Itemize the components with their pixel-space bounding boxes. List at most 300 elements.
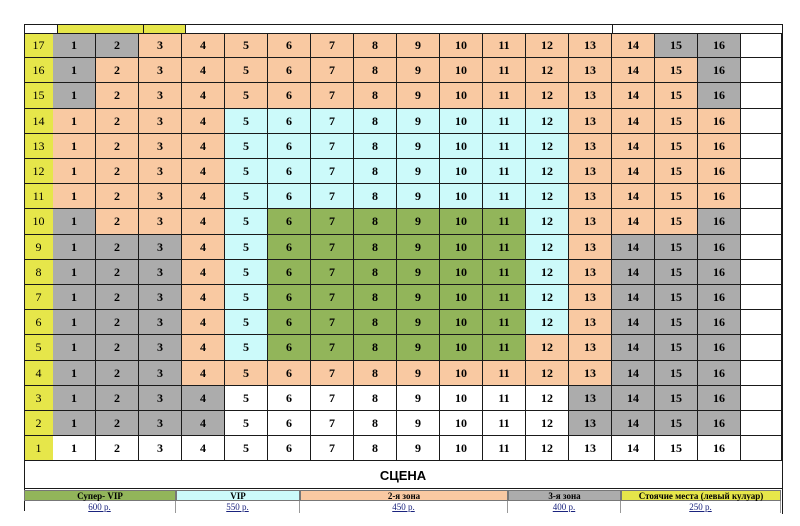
- seat[interactable]: 1: [53, 58, 96, 83]
- seat[interactable]: 2: [96, 109, 139, 134]
- seat[interactable]: 4: [182, 109, 225, 134]
- seat[interactable]: 14: [612, 361, 655, 386]
- seat[interactable]: 15: [655, 184, 698, 209]
- seat[interactable]: 5: [225, 134, 268, 159]
- seat[interactable]: 3: [139, 83, 182, 109]
- seat[interactable]: 12: [526, 310, 569, 335]
- seat[interactable]: 3: [139, 184, 182, 209]
- seat[interactable]: 6: [268, 209, 311, 235]
- seat[interactable]: 1: [53, 235, 96, 260]
- seat[interactable]: 3: [139, 109, 182, 134]
- empty-cell: [741, 58, 782, 83]
- seat[interactable]: 6: [268, 33, 311, 58]
- empty-cell: [741, 386, 782, 411]
- seat[interactable]: 16: [698, 335, 741, 361]
- seat[interactable]: 10: [440, 285, 483, 310]
- grid-line: [24, 24, 782, 25]
- seat[interactable]: 4: [182, 33, 225, 58]
- seat[interactable]: 9: [397, 209, 440, 235]
- seat[interactable]: 16: [698, 58, 741, 83]
- seat[interactable]: 7: [311, 335, 354, 361]
- empty-cell: [741, 285, 782, 310]
- seat[interactable]: 13: [569, 335, 612, 361]
- seat[interactable]: 15: [655, 134, 698, 159]
- seat[interactable]: 6: [268, 184, 311, 209]
- seat[interactable]: 14: [612, 159, 655, 184]
- seat[interactable]: 16: [698, 386, 741, 411]
- seat[interactable]: 16: [698, 83, 741, 109]
- seat[interactable]: 11: [483, 386, 526, 411]
- seat[interactable]: 5: [225, 33, 268, 58]
- seat[interactable]: 4: [182, 184, 225, 209]
- seat[interactable]: 14: [612, 109, 655, 134]
- seat[interactable]: 2: [96, 33, 139, 58]
- seat[interactable]: 9: [397, 335, 440, 361]
- seat[interactable]: 8: [354, 159, 397, 184]
- seat[interactable]: 5: [225, 285, 268, 310]
- seat[interactable]: 14: [612, 184, 655, 209]
- seat[interactable]: 5: [225, 209, 268, 235]
- seat[interactable]: 15: [655, 260, 698, 285]
- seat[interactable]: 6: [268, 260, 311, 285]
- seat[interactable]: 3: [139, 335, 182, 361]
- seat[interactable]: 4: [182, 285, 225, 310]
- seat[interactable]: 7: [311, 235, 354, 260]
- seat[interactable]: 14: [612, 58, 655, 83]
- seat[interactable]: 16: [698, 411, 741, 436]
- seat[interactable]: 13: [569, 436, 612, 461]
- seat[interactable]: 2: [96, 83, 139, 109]
- seat[interactable]: 4: [182, 310, 225, 335]
- seat[interactable]: 6: [268, 335, 311, 361]
- seat[interactable]: 9: [397, 361, 440, 386]
- row-label: 16: [24, 58, 53, 83]
- seat[interactable]: 3: [139, 209, 182, 235]
- seat[interactable]: 8: [354, 33, 397, 58]
- legend-zone-2: [300, 490, 508, 501]
- seat[interactable]: 15: [655, 209, 698, 235]
- seat[interactable]: 8: [354, 285, 397, 310]
- seat[interactable]: 10: [440, 260, 483, 285]
- seat[interactable]: 1: [53, 411, 96, 436]
- seat[interactable]: 13: [569, 285, 612, 310]
- seat[interactable]: 13: [569, 386, 612, 411]
- seat[interactable]: 11: [483, 411, 526, 436]
- empty-cell: [741, 361, 782, 386]
- empty-cell: [741, 159, 782, 184]
- seat[interactable]: 6: [268, 134, 311, 159]
- seat[interactable]: 3: [139, 310, 182, 335]
- seat[interactable]: 1: [53, 159, 96, 184]
- row-label: 13: [24, 134, 53, 159]
- seat[interactable]: 15: [655, 83, 698, 109]
- seat[interactable]: 10: [440, 83, 483, 109]
- seat[interactable]: 8: [354, 411, 397, 436]
- seat[interactable]: 10: [440, 33, 483, 58]
- seat[interactable]: 5: [225, 436, 268, 461]
- seat[interactable]: 8: [354, 335, 397, 361]
- seat[interactable]: 5: [225, 335, 268, 361]
- row-label: 14: [24, 109, 53, 134]
- seat[interactable]: 2: [96, 235, 139, 260]
- empty-cell: [741, 335, 782, 361]
- seat[interactable]: 1: [53, 361, 96, 386]
- seat[interactable]: 1: [53, 335, 96, 361]
- seat[interactable]: 8: [354, 83, 397, 109]
- seat[interactable]: 12: [526, 260, 569, 285]
- seat[interactable]: 12: [526, 58, 569, 83]
- seat[interactable]: 15: [655, 386, 698, 411]
- seat[interactable]: 11: [483, 285, 526, 310]
- seat[interactable]: 6: [268, 83, 311, 109]
- seat[interactable]: 5: [225, 184, 268, 209]
- seat[interactable]: 1: [53, 83, 96, 109]
- seat[interactable]: 9: [397, 411, 440, 436]
- seat[interactable]: 7: [311, 310, 354, 335]
- seat[interactable]: 9: [397, 159, 440, 184]
- seat[interactable]: 4: [182, 235, 225, 260]
- seat[interactable]: 15: [655, 58, 698, 83]
- seat[interactable]: 3: [139, 260, 182, 285]
- seat[interactable]: 10: [440, 310, 483, 335]
- seat[interactable]: 4: [182, 260, 225, 285]
- seat[interactable]: 10: [440, 335, 483, 361]
- seat[interactable]: 8: [354, 209, 397, 235]
- row-label: 10: [24, 209, 53, 235]
- seat[interactable]: 9: [397, 33, 440, 58]
- seat[interactable]: 14: [612, 209, 655, 235]
- price-super-vip: 600 р.: [24, 501, 176, 513]
- seat[interactable]: 16: [698, 184, 741, 209]
- legend-standing: [621, 490, 781, 501]
- seat[interactable]: 3: [139, 285, 182, 310]
- seat[interactable]: 1: [53, 386, 96, 411]
- seat[interactable]: 15: [655, 159, 698, 184]
- seat[interactable]: 11: [483, 184, 526, 209]
- seat[interactable]: 1: [53, 184, 96, 209]
- seat[interactable]: 5: [225, 411, 268, 436]
- seat[interactable]: 15: [655, 411, 698, 436]
- seat[interactable]: 13: [569, 209, 612, 235]
- seat[interactable]: 9: [397, 134, 440, 159]
- seat[interactable]: 6: [268, 411, 311, 436]
- seat[interactable]: 9: [397, 436, 440, 461]
- seat[interactable]: 12: [526, 285, 569, 310]
- seat[interactable]: 8: [354, 310, 397, 335]
- seat[interactable]: 14: [612, 436, 655, 461]
- seat[interactable]: 12: [526, 184, 569, 209]
- seat[interactable]: 2: [96, 361, 139, 386]
- seat[interactable]: 8: [354, 361, 397, 386]
- seat[interactable]: 16: [698, 310, 741, 335]
- seat[interactable]: 10: [440, 184, 483, 209]
- seat[interactable]: 4: [182, 436, 225, 461]
- seat[interactable]: 2: [96, 386, 139, 411]
- seat[interactable]: 6: [268, 386, 311, 411]
- seat[interactable]: 12: [526, 386, 569, 411]
- seat[interactable]: 5: [225, 159, 268, 184]
- seat[interactable]: 10: [440, 58, 483, 83]
- seat[interactable]: 6: [268, 285, 311, 310]
- seat[interactable]: 3: [139, 361, 182, 386]
- seat[interactable]: 14: [612, 386, 655, 411]
- seat[interactable]: 14: [612, 134, 655, 159]
- seat[interactable]: 3: [139, 411, 182, 436]
- seat[interactable]: 8: [354, 109, 397, 134]
- seat[interactable]: 14: [612, 285, 655, 310]
- seat[interactable]: 12: [526, 411, 569, 436]
- seat[interactable]: 10: [440, 134, 483, 159]
- seat[interactable]: 11: [483, 83, 526, 109]
- seat[interactable]: 14: [612, 83, 655, 109]
- seat[interactable]: 11: [483, 361, 526, 386]
- seat[interactable]: 16: [698, 209, 741, 235]
- seat[interactable]: 7: [311, 436, 354, 461]
- seat[interactable]: 12: [526, 436, 569, 461]
- seat[interactable]: 7: [311, 386, 354, 411]
- seat[interactable]: 13: [569, 361, 612, 386]
- seat[interactable]: 16: [698, 361, 741, 386]
- grid-line: [143, 24, 144, 33]
- empty-cell: [741, 411, 782, 436]
- seat[interactable]: 6: [268, 58, 311, 83]
- seat[interactable]: 7: [311, 209, 354, 235]
- seat[interactable]: 6: [268, 109, 311, 134]
- seat[interactable]: 9: [397, 260, 440, 285]
- seat[interactable]: 6: [268, 235, 311, 260]
- seat[interactable]: 3: [139, 386, 182, 411]
- seat[interactable]: 13: [569, 109, 612, 134]
- seat[interactable]: 12: [526, 33, 569, 58]
- seat[interactable]: 11: [483, 58, 526, 83]
- seat[interactable]: 13: [569, 411, 612, 436]
- seat[interactable]: 2: [96, 310, 139, 335]
- seat[interactable]: 4: [182, 361, 225, 386]
- seat[interactable]: 7: [311, 109, 354, 134]
- seat[interactable]: 8: [354, 184, 397, 209]
- seat[interactable]: 16: [698, 285, 741, 310]
- seat[interactable]: 7: [311, 411, 354, 436]
- seat[interactable]: 3: [139, 134, 182, 159]
- seat[interactable]: 12: [526, 134, 569, 159]
- seat[interactable]: 10: [440, 361, 483, 386]
- seat[interactable]: 2: [96, 209, 139, 235]
- seat[interactable]: 9: [397, 58, 440, 83]
- seat[interactable]: 10: [440, 109, 483, 134]
- seat[interactable]: 11: [483, 109, 526, 134]
- seat[interactable]: 2: [96, 184, 139, 209]
- seat[interactable]: 2: [96, 58, 139, 83]
- seat[interactable]: 4: [182, 335, 225, 361]
- seat[interactable]: 15: [655, 109, 698, 134]
- seat[interactable]: 5: [225, 260, 268, 285]
- seat[interactable]: 15: [655, 361, 698, 386]
- seat[interactable]: 15: [655, 235, 698, 260]
- grid-line: [24, 33, 782, 34]
- seat[interactable]: 1: [53, 436, 96, 461]
- seat[interactable]: 10: [440, 235, 483, 260]
- seat[interactable]: 15: [655, 335, 698, 361]
- seat[interactable]: 14: [612, 33, 655, 58]
- seat[interactable]: 4: [182, 386, 225, 411]
- seat[interactable]: 1: [53, 310, 96, 335]
- seat[interactable]: 9: [397, 235, 440, 260]
- empty-cell: [741, 184, 782, 209]
- seat[interactable]: 5: [225, 386, 268, 411]
- seat[interactable]: 4: [182, 209, 225, 235]
- seat[interactable]: 5: [225, 310, 268, 335]
- seat[interactable]: 16: [698, 235, 741, 260]
- seat[interactable]: 12: [526, 361, 569, 386]
- seat[interactable]: 10: [440, 159, 483, 184]
- seat[interactable]: 7: [311, 184, 354, 209]
- legend-label: Супер- VIP: [77, 490, 123, 501]
- seat[interactable]: 10: [440, 411, 483, 436]
- seat[interactable]: 15: [655, 285, 698, 310]
- seat[interactable]: 11: [483, 33, 526, 58]
- seat[interactable]: 7: [311, 285, 354, 310]
- seat[interactable]: 8: [354, 235, 397, 260]
- seat[interactable]: 15: [655, 33, 698, 58]
- seat[interactable]: 3: [139, 33, 182, 58]
- seat[interactable]: 8: [354, 260, 397, 285]
- seat[interactable]: 9: [397, 109, 440, 134]
- seat[interactable]: 14: [612, 335, 655, 361]
- seat[interactable]: 10: [440, 209, 483, 235]
- seat[interactable]: 16: [698, 260, 741, 285]
- seat[interactable]: 9: [397, 184, 440, 209]
- seat[interactable]: 1: [53, 33, 96, 58]
- seat[interactable]: 4: [182, 411, 225, 436]
- seat[interactable]: 11: [483, 134, 526, 159]
- seat[interactable]: 7: [311, 260, 354, 285]
- seat[interactable]: 4: [182, 58, 225, 83]
- seat[interactable]: 7: [311, 33, 354, 58]
- seat[interactable]: 2: [96, 285, 139, 310]
- seat[interactable]: 14: [612, 310, 655, 335]
- seat[interactable]: 2: [96, 159, 139, 184]
- seat[interactable]: 7: [311, 58, 354, 83]
- seat[interactable]: 1: [53, 109, 96, 134]
- seat[interactable]: 8: [354, 386, 397, 411]
- seat[interactable]: 16: [698, 33, 741, 58]
- seat[interactable]: 1: [53, 209, 96, 235]
- seat[interactable]: 11: [483, 159, 526, 184]
- seat[interactable]: 4: [182, 83, 225, 109]
- row-label: 2: [24, 411, 53, 436]
- seat[interactable]: 14: [612, 411, 655, 436]
- seat[interactable]: 3: [139, 159, 182, 184]
- seat[interactable]: 13: [569, 33, 612, 58]
- seat[interactable]: 4: [182, 159, 225, 184]
- seat[interactable]: 4: [182, 134, 225, 159]
- seat[interactable]: 1: [53, 260, 96, 285]
- row-label: 9: [24, 235, 53, 260]
- seat[interactable]: 13: [569, 159, 612, 184]
- seat[interactable]: 7: [311, 83, 354, 109]
- seat[interactable]: 12: [526, 159, 569, 184]
- seat[interactable]: 12: [526, 209, 569, 235]
- seat[interactable]: 10: [440, 386, 483, 411]
- seat[interactable]: 15: [655, 310, 698, 335]
- seat[interactable]: 7: [311, 361, 354, 386]
- seat[interactable]: 5: [225, 361, 268, 386]
- seat[interactable]: 7: [311, 159, 354, 184]
- seat[interactable]: 9: [397, 386, 440, 411]
- seat[interactable]: 9: [397, 83, 440, 109]
- seat[interactable]: 8: [354, 134, 397, 159]
- seat[interactable]: 12: [526, 235, 569, 260]
- seat[interactable]: 13: [569, 310, 612, 335]
- seat[interactable]: 5: [225, 235, 268, 260]
- empty-cell: [741, 260, 782, 285]
- seat[interactable]: 3: [139, 235, 182, 260]
- seat[interactable]: 11: [483, 209, 526, 235]
- seat[interactable]: 3: [139, 58, 182, 83]
- seat[interactable]: 10: [440, 436, 483, 461]
- seat[interactable]: 13: [569, 260, 612, 285]
- seat[interactable]: 11: [483, 260, 526, 285]
- seat[interactable]: 12: [526, 83, 569, 109]
- seat[interactable]: 6: [268, 159, 311, 184]
- seat[interactable]: 5: [225, 58, 268, 83]
- seat[interactable]: 8: [354, 436, 397, 461]
- seat[interactable]: 2: [96, 335, 139, 361]
- seat[interactable]: 2: [96, 134, 139, 159]
- empty-cell: [741, 134, 782, 159]
- seat[interactable]: 13: [569, 83, 612, 109]
- seat[interactable]: 6: [268, 436, 311, 461]
- seat[interactable]: 6: [268, 361, 311, 386]
- legend-label: 2-я зона: [387, 490, 421, 501]
- seat[interactable]: 2: [96, 436, 139, 461]
- seat[interactable]: 16: [698, 159, 741, 184]
- legend-vip: [176, 490, 300, 501]
- seat[interactable]: 14: [612, 260, 655, 285]
- seat[interactable]: 12: [526, 109, 569, 134]
- grid-line: [185, 24, 186, 33]
- row-label: 6: [24, 310, 53, 335]
- seat[interactable]: 13: [569, 58, 612, 83]
- price-standing: 250 р.: [621, 501, 781, 513]
- seat[interactable]: 6: [268, 310, 311, 335]
- seat[interactable]: 13: [569, 184, 612, 209]
- seat[interactable]: 13: [569, 134, 612, 159]
- seat[interactable]: 2: [96, 411, 139, 436]
- seat[interactable]: 1: [53, 285, 96, 310]
- seat[interactable]: 3: [139, 436, 182, 461]
- seat[interactable]: 7: [311, 134, 354, 159]
- seat[interactable]: 5: [225, 83, 268, 109]
- seat[interactable]: 16: [698, 436, 741, 461]
- seat[interactable]: 9: [397, 310, 440, 335]
- seat[interactable]: 5: [225, 109, 268, 134]
- seat[interactable]: 9: [397, 285, 440, 310]
- seat[interactable]: 11: [483, 335, 526, 361]
- seat[interactable]: 8: [354, 58, 397, 83]
- seat[interactable]: 11: [483, 436, 526, 461]
- seat[interactable]: 2: [96, 260, 139, 285]
- seat[interactable]: 11: [483, 310, 526, 335]
- seat[interactable]: 16: [698, 134, 741, 159]
- seat[interactable]: 13: [569, 235, 612, 260]
- seat[interactable]: 11: [483, 235, 526, 260]
- seat[interactable]: 16: [698, 109, 741, 134]
- seat[interactable]: 1: [53, 134, 96, 159]
- seat[interactable]: 15: [655, 436, 698, 461]
- seat[interactable]: 12: [526, 335, 569, 361]
- seat[interactable]: 14: [612, 235, 655, 260]
